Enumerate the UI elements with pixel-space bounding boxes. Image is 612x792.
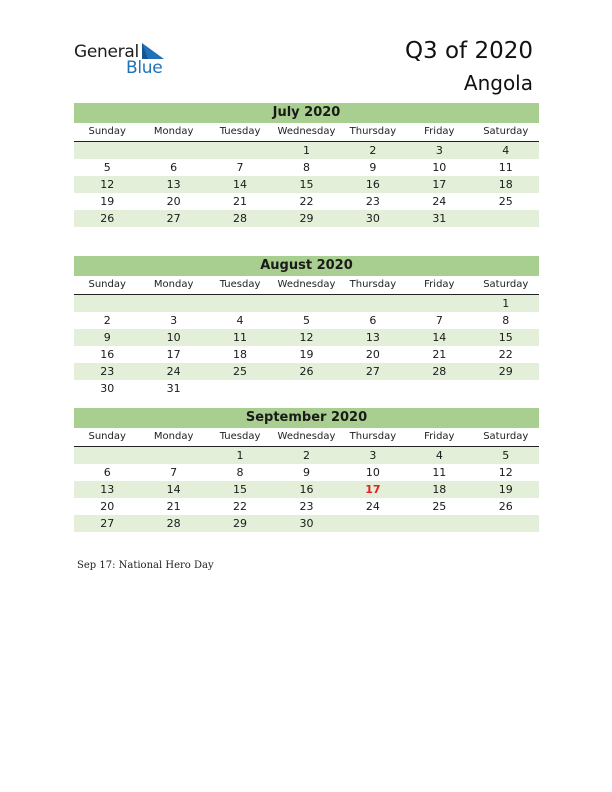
logo-text-blue: Blue [126,58,163,78]
day-cell [340,380,406,397]
day-cell: 14 [166,483,181,496]
weekday-label: Thursday [349,431,397,442]
day-cell: 4 [236,314,244,327]
day-cell: 22 [498,348,513,361]
day-cell [473,515,539,532]
day-cell: 20 [365,348,380,361]
day-cell: 16 [365,178,380,191]
day-cell: 14 [233,178,248,191]
country-name: Angola [463,71,533,95]
day-cell: 13 [365,331,380,344]
weekday-label: Sunday [88,279,126,290]
holiday-day-cell: 17 [365,483,381,496]
month-september [74,408,539,532]
weekday-label: Sunday [88,126,126,137]
day-cell: 23 [299,500,314,513]
day-cell: 13 [100,483,115,496]
day-cell [207,142,273,159]
day-cell [74,142,140,159]
day-cell: 9 [302,466,310,479]
day-cell: 12 [498,466,513,479]
month-july [74,103,539,227]
day-cell: 25 [498,195,513,208]
day-cell: 11 [498,161,513,174]
weekday-label: Saturday [483,279,529,290]
weekday-label: Friday [424,126,455,137]
day-cell [340,515,406,532]
day-cell: 10 [432,161,447,174]
page-title: Q3 of 2020 [404,38,533,64]
day-cell: 21 [233,195,248,208]
day-cell: 3 [435,144,443,157]
day-cell [74,447,140,464]
day-cell: 13 [166,178,181,191]
weekday-header-row [74,276,539,295]
day-cell: 16 [299,483,314,496]
day-cell: 29 [233,517,248,530]
day-cell: 12 [100,178,115,191]
day-cell: 26 [498,500,513,513]
holiday-note: Sep 17: National Hero Day [77,560,214,571]
day-cell: 19 [100,195,115,208]
weekday-label: Tuesday [219,431,261,442]
weekday-label: Thursday [349,126,397,137]
day-cell: 16 [100,348,115,361]
day-cell: 10 [166,331,181,344]
day-cell: 25 [432,500,447,513]
day-cell: 3 [170,314,178,327]
week-row [74,447,539,464]
day-cell: 9 [369,161,377,174]
week-row [74,193,539,210]
day-cell: 18 [498,178,513,191]
day-cell: 25 [233,365,248,378]
week-row [74,481,539,498]
day-cell [74,295,140,312]
weekday-header-row [74,428,539,447]
week-row [74,159,539,176]
day-cell [140,142,206,159]
day-cell: 17 [166,348,181,361]
day-cell: 30 [100,382,115,395]
day-cell: 23 [365,195,380,208]
month-header: September 2020 [74,408,539,428]
day-cell [473,210,539,227]
week-row [74,346,539,363]
day-cell: 9 [103,331,111,344]
day-cell: 18 [432,483,447,496]
weekday-label: Saturday [483,431,529,442]
day-cell: 10 [365,466,380,479]
week-row [74,464,539,481]
day-cell: 8 [502,314,510,327]
day-cell [140,447,206,464]
day-cell: 5 [502,449,510,462]
day-cell: 22 [233,500,248,513]
month-header: July 2020 [74,103,539,123]
day-cell: 19 [498,483,513,496]
day-cell [473,380,539,397]
day-cell: 11 [233,331,248,344]
day-cell: 31 [166,382,181,395]
day-cell: 6 [170,161,178,174]
week-row [74,312,539,329]
day-cell: 6 [369,314,377,327]
day-cell: 2 [369,144,377,157]
day-cell: 29 [498,365,513,378]
day-cell: 2 [302,449,310,462]
logo [74,42,174,78]
weekday-label: Saturday [483,126,529,137]
week-row [74,515,539,532]
logo-triangle-icon [142,43,164,59]
day-cell: 3 [369,449,377,462]
day-cell: 17 [432,178,447,191]
day-cell: 28 [432,365,447,378]
day-cell [273,295,339,312]
weekday-label: Tuesday [219,126,261,137]
month-august [74,256,539,397]
week-row [74,329,539,346]
day-cell: 1 [236,449,244,462]
day-cell: 27 [365,365,380,378]
day-cell [207,380,273,397]
day-cell: 7 [435,314,443,327]
weekday-label: Thursday [349,279,397,290]
day-cell: 5 [302,314,310,327]
day-cell: 7 [236,161,244,174]
day-cell: 21 [166,500,181,513]
day-cell: 12 [299,331,314,344]
day-cell: 26 [100,212,115,225]
day-cell [140,295,206,312]
day-cell: 1 [302,144,310,157]
week-row [74,498,539,515]
day-cell: 15 [299,178,314,191]
day-cell: 1 [502,297,510,310]
day-cell: 11 [432,466,447,479]
day-cell: 31 [432,212,447,225]
weekday-header-row [74,123,539,142]
weekday-label: Sunday [88,431,126,442]
weekday-label: Tuesday [219,279,261,290]
day-cell: 24 [365,500,380,513]
day-cell: 27 [100,517,115,530]
weekday-label: Friday [424,279,455,290]
weekday-label: Monday [153,126,194,137]
day-cell: 4 [502,144,510,157]
day-cell: 6 [103,466,111,479]
day-cell: 15 [233,483,248,496]
day-cell [207,295,273,312]
day-cell: 15 [498,331,513,344]
day-cell: 28 [166,517,181,530]
day-cell: 21 [432,348,447,361]
week-row [74,176,539,193]
weekday-label: Wednesday [277,126,336,137]
week-row [74,380,539,397]
day-cell: 24 [166,365,181,378]
day-cell [340,295,406,312]
day-cell: 23 [100,365,115,378]
day-cell: 7 [170,466,178,479]
day-cell: 20 [166,195,181,208]
week-row [74,142,539,159]
day-cell: 4 [435,449,443,462]
day-cell: 30 [299,517,314,530]
day-cell: 22 [299,195,314,208]
day-cell: 14 [432,331,447,344]
week-row [74,210,539,227]
weekday-label: Wednesday [277,279,336,290]
day-cell: 27 [166,212,181,225]
day-cell: 8 [302,161,310,174]
weekday-label: Wednesday [277,431,336,442]
day-cell: 30 [365,212,380,225]
logo-text-general: General [74,42,139,62]
day-cell: 19 [299,348,314,361]
day-cell [406,295,472,312]
day-cell [406,515,472,532]
day-cell: 29 [299,212,314,225]
day-cell: 28 [233,212,248,225]
day-cell [273,380,339,397]
month-header: August 2020 [74,256,539,276]
day-cell: 24 [432,195,447,208]
week-row [74,295,539,312]
day-cell: 18 [233,348,248,361]
day-cell: 20 [100,500,115,513]
day-cell: 2 [103,314,111,327]
day-cell [406,380,472,397]
day-cell: 5 [103,161,111,174]
weekday-label: Friday [424,431,455,442]
day-cell: 8 [236,466,244,479]
weekday-label: Monday [153,279,194,290]
day-cell: 26 [299,365,314,378]
weekday-label: Monday [153,431,194,442]
week-row [74,363,539,380]
